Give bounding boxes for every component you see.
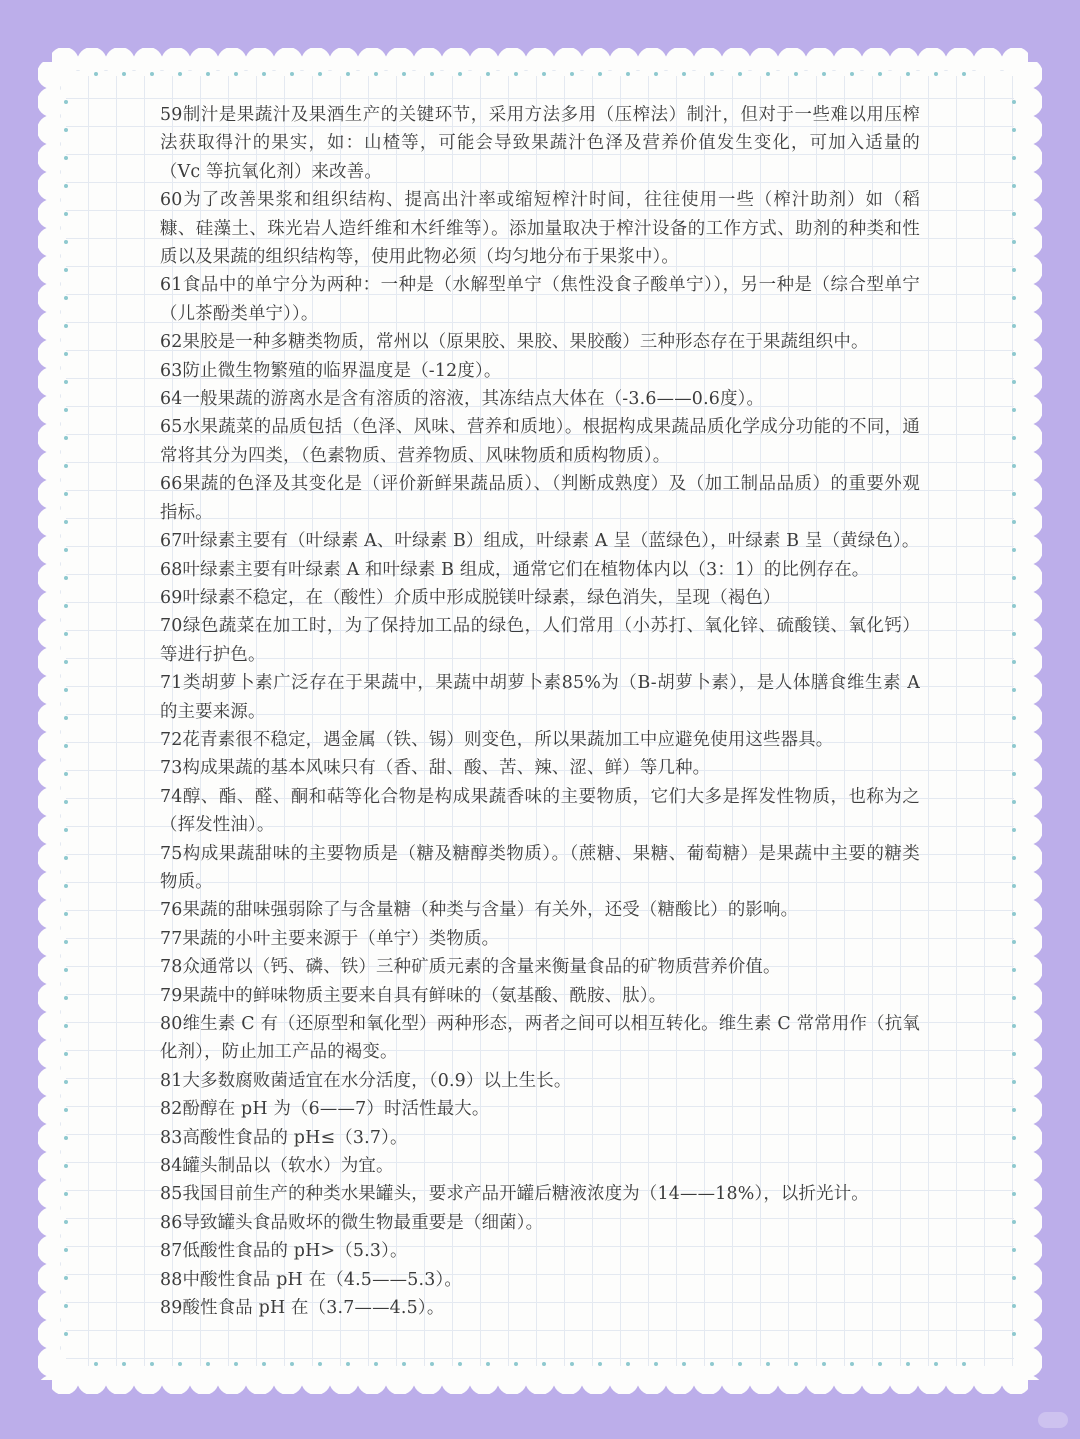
note-item: 67叶绿素主要有（叶绿素 A、叶绿素 B）组成，叶绿素 A 呈（蓝绿色），叶绿素 B 呈（黄绿色）。 [160, 531, 920, 552]
note-item: 70绿色蔬菜在加工时，为了保持加工品的绿色，人们常用（小苏打、氧化锌、硫酸镁、氧化钙）等进行护色。 [160, 616, 920, 665]
note-item: 68叶绿素主要有叶绿素 A 和叶绿素 B 组成，通常它们在植物体内以（3：1）的比例存在。 [160, 559, 870, 580]
note-item: 87低酸性食品的 pH>（5.3）。 [160, 1241, 408, 1262]
note-item: 83高酸性食品的 pH≤（3.7）。 [160, 1127, 408, 1148]
watermark-logo [1038, 1412, 1068, 1428]
note-item: 64一般果蔬的游离水是含有溶质的溶液，其冻结点大体在（-3.6——0.6度）。 [160, 389, 765, 410]
note-item: 80维生素 C 有（还原型和氧化型）两种形态，两者之间可以相互转化。维生素 C 常常用作（抗氧化剂），防止加工产品的褐变。 [160, 1014, 920, 1063]
note-item: 71类胡萝卜素广泛存在于果蔬中，果蔬中胡萝卜素85%为（B-胡萝卜素），是人体膳食维生素 A 的主要来源。 [160, 673, 920, 722]
note-item: 84罐头制品以（软水）为宜。 [160, 1156, 394, 1177]
note-item: 76果蔬的甜味强弱除了与含量糖（种类与含量）有关外，还受（糖酸比）的影响。 [160, 900, 799, 921]
note-item: 69叶绿素不稳定，在（酸性）介质中形成脱镁叶绿素，绿色消失，呈现（褐色） [160, 587, 781, 608]
note-item: 77果蔬的小叶主要来源于（单宁）类物质。 [160, 928, 500, 949]
note-item: 63防止微生物繁殖的临界温度是（-12度）。 [160, 360, 502, 381]
note-item: 88中酸性食品 pH 在（4.5——5.3）。 [160, 1269, 462, 1290]
note-item: 61食品中的单宁分为两种：一种是（水解型单宁（焦性没食子酸单宁）），另一种是（综合型单宁（儿茶酚类单宁））。 [160, 275, 920, 324]
notes-content [160, 101, 920, 1322]
note-item: 73构成果蔬的基本风味只有（香、甜、酸、苦、辣、涩、鲜）等几种。 [160, 758, 711, 779]
note-item: 86导致罐头食品败坏的微生物最重要是（细菌）。 [160, 1212, 544, 1233]
note-item: 82酚醇在 pH 为（6——7）时活性最大。 [160, 1099, 490, 1120]
note-item: 65水果蔬菜的品质包括（色泽、风味、营养和质地）。根据构成果蔬品质化学成分功能的不同，通常将其分为四类，（色素物质、营养物质、风味物质和质构物质）。 [160, 417, 920, 466]
note-item: 89酸性食品 pH 在（3.7——4.5）。 [160, 1298, 445, 1319]
note-item: 59制汁是果蔬汁及果酒生产的关键环节，采用方法多用（压榨法）制汁，但对于一些难以用压榨法获取得汁的果实，如：山楂等，可能会导致果蔬汁色泽及营养价值发生变化，可加入适量的（Vc 等抗氧化剂）来改善。 [160, 105, 920, 182]
note-item: 62果胶是一种多糖类物质，常州以（原果胶、果胶、果胶酸）三种形态存在于果蔬组织中。 [160, 332, 869, 353]
note-item: 72花青素很不稳定，遇金属（铁、锡）则变色，所以果蔬加工中应避免使用这些器具。 [160, 729, 834, 750]
note-item: 78众通常以（钙、磷、铁）三种矿质元素的含量来衡量食品的矿物质营养价值。 [160, 957, 781, 978]
note-item: 74醇、酯、醛、酮和萜等化合物是构成果蔬香味的主要物质，它们大多是挥发性物质，也称为之（挥发性油）。 [160, 786, 920, 836]
note-item: 66果蔬的色泽及其变化是（评价新鲜果蔬品质）、（判断成熟度）及（加工制品品质）的重要外观指标。 [160, 474, 920, 523]
note-item: 85我国目前生产的种类水果罐头，要求产品开罐后糖液浓度为（14——18%），以折光计。 [160, 1184, 869, 1205]
note-item: 81大多数腐败菌适宜在水分活度，（0.9）以上生长。 [160, 1070, 572, 1091]
note-item: 75构成果蔬甜味的主要物质是（糖及糖醇类物质）。（蔗糖、果糖、葡萄糖）是果蔬中主要的糖类物质。 [160, 843, 920, 892]
note-item: 60为了改善果浆和组织结构、提高出汁率或缩短榨汁时间，往往使用一些（榨汁助剂）如（稻糠、硅藻土、珠光岩人造纤维和木纤维等）。添加量取决于榨汁设备的工作方式、助剂的种类和性质以及果蔬的组织结构等，使用此物必须（均匀地分布于果浆中）。 [160, 190, 920, 268]
note-item: 79果蔬中的鲜味物质主要来自具有鲜味的（氨基酸、酰胺、肽）。 [160, 985, 667, 1006]
